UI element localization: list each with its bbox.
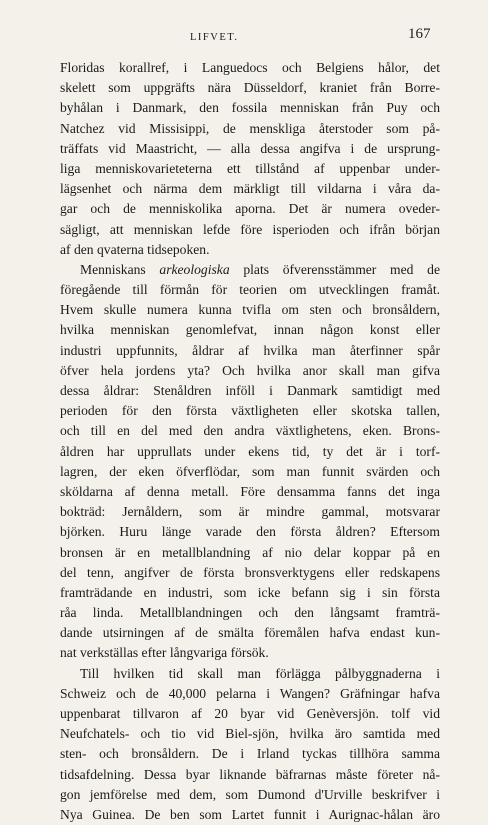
text-line: råa linda. Metallblandningen och den långsamt framträ- [60, 605, 440, 621]
text-line: industri uppfunnits, åldrar af hvilka man återfinner spår [60, 342, 440, 358]
text-line: skelett som uppgräfts nära Düsseldorf, kraniet från Borre- [60, 80, 440, 96]
text-line: Till hvilken tid skall man förlägga pålbyggnaderna i [80, 665, 440, 681]
text-line: gon jemförelse med dem, som Dumond d'Urville beskrifver i [60, 786, 440, 802]
text-line: åldren har upprullats under ekens tid, ty det är i torf- [60, 443, 440, 459]
text-line: Nya Guinea. De ben som Lartet funnit i Aurignac-hålan äro [60, 806, 440, 822]
text-line: Neufchatels- och tio vid Biel-sjön, hvilka äro samtida med [60, 726, 440, 742]
text-line: Floridas korallref, i Languedocs och Belgiens hålor, det [60, 60, 440, 75]
text-line: öfver hela jordens yta? Och hvilka anor skall man gifva [60, 362, 440, 378]
text-line: del tenn, angifver de första bronsverktygens eller redskapens [60, 564, 440, 580]
text-line: Natchez vid Missisippi, de menskliga återstoder som på- [60, 120, 440, 136]
italic-term: arkeologiska [159, 261, 230, 277]
text-line: liga menniskovarieteterna ett tillstånd af uppenbar under- [60, 160, 440, 176]
text-line: bronsen är en metallblandning af nio delar koppar på en [60, 544, 440, 560]
text-line: föregående till förmån för teorien om utvecklingen framåt. [60, 282, 440, 298]
text-line: framträdande en industri, som icke befann sig i sin första [60, 584, 440, 600]
text-line: Hvem skulle numera kunna tvifla om sten och bronsåldern, [60, 302, 440, 318]
text-line: sägligt, att menniskan lefde före isperioden och ifrån början [60, 221, 440, 237]
text-line: perioden för den första växtligheten eller skotska tallen, [60, 403, 440, 419]
page-header [0, 26, 488, 46]
body-text [60, 58, 440, 825]
text-line [60, 260, 440, 280]
text-segment: Menniskans [80, 261, 160, 277]
text-segment: plats öfverensstämmer med de [229, 261, 440, 277]
text-line: nat verkställas efter långvariga försök. [60, 645, 269, 661]
text-line: hvilka menniskan genomlefvat, innan någon konst eller [60, 322, 440, 338]
text-line: af den qvaterna tidsepoken. [60, 241, 210, 257]
text-line: lagren, der eken öfverflödar, som man funnit svärden och [60, 463, 440, 479]
text-line: bokträd: Jernåldern, som är mindre gammal, motsvarar [60, 504, 440, 520]
page-number: 167 [408, 26, 431, 42]
text-line: sten- och bronsåldern. De i Irland tyckas tillhöra samma [60, 746, 440, 762]
text-line: Schweiz och de 40,000 pelarna i Wangen? Gräfningar hafva [60, 685, 440, 701]
text-line: sköldarna af denna metall. Före densamma fanns det inga [60, 483, 440, 499]
text-line: björken. Huru länge varade den första åldren? Eftersom [60, 524, 440, 540]
text-line: byhålan i Danmark, den fossila menniskan från Puy och [60, 100, 440, 116]
text-line: och till en del med den andra växtlighetens, eken. Brons- [60, 423, 440, 439]
text-line: gar och de menniskolika aporna. Det är numera oveder- [60, 201, 440, 217]
text-line: dessa åldrar: Stenåldren inföll i Danmark samtidigt med [60, 383, 440, 398]
text-line: dande utsirningen af de smälta föremålen hafva endast kun- [60, 625, 440, 641]
text-line: träffats vid Maastricht, — alla dessa angifva i de ursprung- [60, 140, 440, 156]
running-head: LIFVET. [190, 32, 239, 43]
text-line: uppenbarat tillvaron af 20 byar vid Genèversjön. tolf vid [60, 706, 440, 721]
text-line: lägsenhet och närma dem märkligt till vildarna i våra da- [60, 181, 440, 197]
text-line: tidsafdelning. Dessa byar liknande bäfrarnas måste företer nå- [60, 766, 440, 782]
